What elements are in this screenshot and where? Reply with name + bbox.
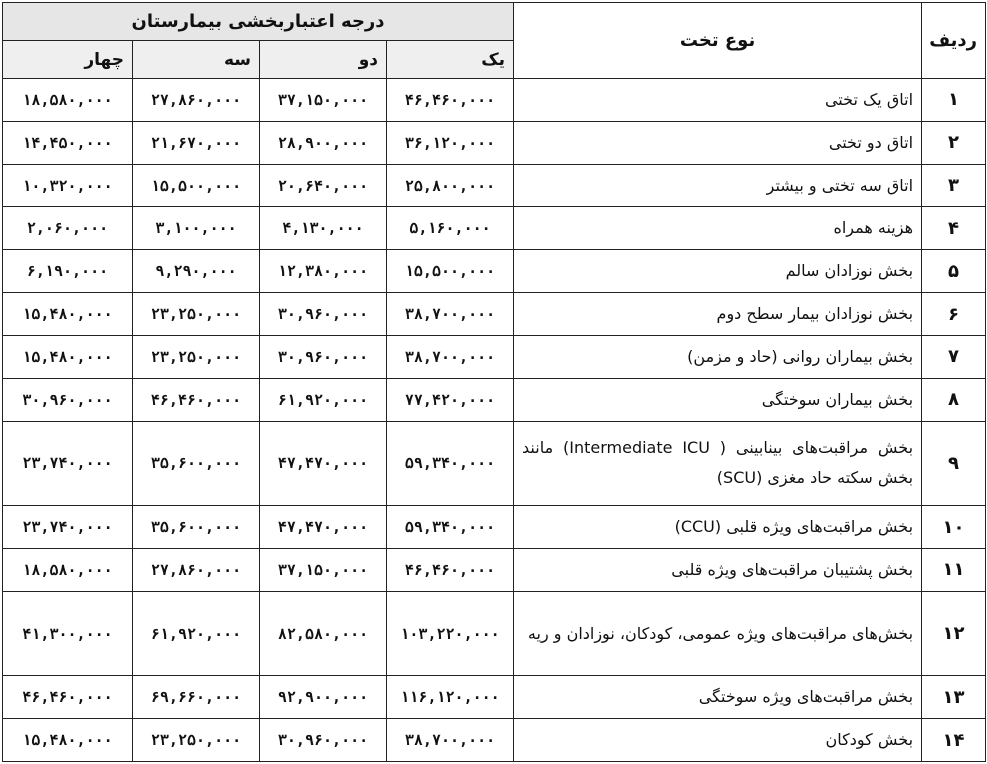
price-grade-1: ۲۵,۸۰۰,۰۰۰ xyxy=(387,164,514,207)
row-number: ۱ xyxy=(922,79,986,122)
price-grade-4: ۲,۰۶۰,۰۰۰ xyxy=(3,207,133,250)
table-row xyxy=(3,335,986,378)
table-body xyxy=(3,79,986,762)
price-grade-2: ۳۰,۹۶۰,۰۰۰ xyxy=(260,719,387,762)
price-grade-2: ۲۰,۶۴۰,۰۰۰ xyxy=(260,164,387,207)
price-grade-1: ۳۸,۷۰۰,۰۰۰ xyxy=(387,719,514,762)
row-number: ۵ xyxy=(922,250,986,293)
table-row xyxy=(3,378,986,421)
price-grade-1: ۱۵,۵۰۰,۰۰۰ xyxy=(387,250,514,293)
price-grade-1: ۵۹,۳۴۰,۰۰۰ xyxy=(387,421,514,506)
price-grade-3: ۲۳,۲۵۰,۰۰۰ xyxy=(133,335,260,378)
price-grade-1: ۳۸,۷۰۰,۰۰۰ xyxy=(387,335,514,378)
row-number: ۱۰ xyxy=(922,506,986,549)
price-grade-4: ۱۰,۳۲۰,۰۰۰ xyxy=(3,164,133,207)
row-number: ۳ xyxy=(922,164,986,207)
price-grade-3: ۶۹,۶۶۰,۰۰۰ xyxy=(133,676,260,719)
bed-type-cell: اتاق یک تختی xyxy=(514,79,922,122)
price-grade-4: ۶,۱۹۰,۰۰۰ xyxy=(3,250,133,293)
row-number: ۱۴ xyxy=(922,719,986,762)
price-grade-4: ۲۳,۷۴۰,۰۰۰ xyxy=(3,506,133,549)
row-number: ۱۲ xyxy=(922,591,986,676)
table-row xyxy=(3,121,986,164)
price-grade-1: ۱۰۳,۲۲۰,۰۰۰ xyxy=(387,591,514,676)
price-grade-4: ۴۱,۳۰۰,۰۰۰ xyxy=(3,591,133,676)
price-grade-3: ۲۱,۶۷۰,۰۰۰ xyxy=(133,121,260,164)
price-grade-1: ۳۶,۱۲۰,۰۰۰ xyxy=(387,121,514,164)
table-row xyxy=(3,79,986,122)
price-grade-3: ۲۷,۸۶۰,۰۰۰ xyxy=(133,79,260,122)
bed-type-cell: اتاق دو تختی xyxy=(514,121,922,164)
bed-type-cell: بخش پشتیبان مراقبت‌های ویژه قلبی xyxy=(514,548,922,591)
table-row xyxy=(3,250,986,293)
price-grade-2: ۳۰,۹۶۰,۰۰۰ xyxy=(260,293,387,336)
table-row xyxy=(3,293,986,336)
row-number-header: ردیف xyxy=(922,3,986,79)
price-grade-2: ۳۷,۱۵۰,۰۰۰ xyxy=(260,79,387,122)
table-row xyxy=(3,591,986,676)
table-row xyxy=(3,548,986,591)
price-grade-1: ۵,۱۶۰,۰۰۰ xyxy=(387,207,514,250)
table-row xyxy=(3,207,986,250)
table-row xyxy=(3,164,986,207)
price-grade-3: ۳۵,۶۰۰,۰۰۰ xyxy=(133,506,260,549)
bed-type-cell: بخش مراقبت‌های ویژه سوختگی xyxy=(514,676,922,719)
row-number: ۱۳ xyxy=(922,676,986,719)
row-number: ۴ xyxy=(922,207,986,250)
price-grade-1: ۷۷,۴۲۰,۰۰۰ xyxy=(387,378,514,421)
price-grade-3: ۴۶,۴۶۰,۰۰۰ xyxy=(133,378,260,421)
price-grade-3: ۳,۱۰۰,۰۰۰ xyxy=(133,207,260,250)
price-grade-3: ۳۵,۶۰۰,۰۰۰ xyxy=(133,421,260,506)
price-grade-2: ۳۷,۱۵۰,۰۰۰ xyxy=(260,548,387,591)
table-row xyxy=(3,506,986,549)
price-grade-2: ۳۰,۹۶۰,۰۰۰ xyxy=(260,335,387,378)
row-number: ۶ xyxy=(922,293,986,336)
price-grade-4: ۲۳,۷۴۰,۰۰۰ xyxy=(3,421,133,506)
grade-header-3: سه xyxy=(133,41,260,79)
bed-type-header: نوع تخت xyxy=(514,3,922,79)
price-grade-2: ۶۱,۹۲۰,۰۰۰ xyxy=(260,378,387,421)
bed-tariff-table xyxy=(2,2,986,762)
price-grade-4: ۱۵,۴۸۰,۰۰۰ xyxy=(3,293,133,336)
price-grade-4: ۱۵,۴۸۰,۰۰۰ xyxy=(3,335,133,378)
bed-type-cell: بخش مراقبت‌های بینابینی ( Intermediate ICU) مانند بخش سکته حاد مغزی (SCU) xyxy=(514,421,922,506)
bed-type-cell: بخش بیماران سوختگی xyxy=(514,378,922,421)
grade-header-4: چهار xyxy=(3,41,133,79)
bed-type-cell: بخش بیماران روانی (حاد و مزمن) xyxy=(514,335,922,378)
price-grade-2: ۹۲,۹۰۰,۰۰۰ xyxy=(260,676,387,719)
row-number: ۷ xyxy=(922,335,986,378)
price-grade-2: ۸۲,۵۸۰,۰۰۰ xyxy=(260,591,387,676)
price-grade-2: ۴,۱۳۰,۰۰۰ xyxy=(260,207,387,250)
row-number: ۹ xyxy=(922,421,986,506)
table-row xyxy=(3,421,986,506)
price-grade-2: ۴۷,۴۷۰,۰۰۰ xyxy=(260,421,387,506)
price-grade-1: ۵۹,۳۴۰,۰۰۰ xyxy=(387,506,514,549)
row-number: ۲ xyxy=(922,121,986,164)
bed-type-cell: بخش‌های مراقبت‌های ویژه عمومی، کودکان، نوزادان و ریه xyxy=(514,591,922,676)
price-grade-3: ۹,۲۹۰,۰۰۰ xyxy=(133,250,260,293)
price-grade-3: ۶۱,۹۲۰,۰۰۰ xyxy=(133,591,260,676)
bed-type-cell: هزینه همراه xyxy=(514,207,922,250)
bed-type-cell: بخش نوزادان بیمار سطح دوم xyxy=(514,293,922,336)
price-grade-4: ۱۴,۴۵۰,۰۰۰ xyxy=(3,121,133,164)
price-grade-3: ۲۳,۲۵۰,۰۰۰ xyxy=(133,293,260,336)
price-grade-4: ۱۵,۴۸۰,۰۰۰ xyxy=(3,719,133,762)
price-grade-2: ۴۷,۴۷۰,۰۰۰ xyxy=(260,506,387,549)
price-grade-1: ۴۶,۴۶۰,۰۰۰ xyxy=(387,548,514,591)
row-number: ۱۱ xyxy=(922,548,986,591)
price-grade-3: ۲۷,۸۶۰,۰۰۰ xyxy=(133,548,260,591)
bed-type-cell: بخش کودکان xyxy=(514,719,922,762)
price-grade-3: ۱۵,۵۰۰,۰۰۰ xyxy=(133,164,260,207)
bed-type-cell: بخش مراقبت‌های ویژه قلبی (CCU) xyxy=(514,506,922,549)
table-row xyxy=(3,719,986,762)
grade-header-1: یک xyxy=(387,41,514,79)
price-grade-2: ۱۲,۳۸۰,۰۰۰ xyxy=(260,250,387,293)
table-row xyxy=(3,676,986,719)
grade-header-2: دو xyxy=(260,41,387,79)
row-number: ۸ xyxy=(922,378,986,421)
bed-type-cell: اتاق سه تختی و بیشتر xyxy=(514,164,922,207)
accreditation-header: درجه اعتباربخشی بیمارستان xyxy=(3,3,514,41)
price-grade-3: ۲۳,۲۵۰,۰۰۰ xyxy=(133,719,260,762)
price-grade-2: ۲۸,۹۰۰,۰۰۰ xyxy=(260,121,387,164)
price-grade-4: ۴۶,۴۶۰,۰۰۰ xyxy=(3,676,133,719)
price-grade-4: ۳۰,۹۶۰,۰۰۰ xyxy=(3,378,133,421)
price-grade-1: ۳۸,۷۰۰,۰۰۰ xyxy=(387,293,514,336)
price-grade-4: ۱۸,۵۸۰,۰۰۰ xyxy=(3,548,133,591)
price-grade-4: ۱۸,۵۸۰,۰۰۰ xyxy=(3,79,133,122)
price-grade-1: ۱۱۶,۱۲۰,۰۰۰ xyxy=(387,676,514,719)
bed-type-cell: بخش نوزادان سالم xyxy=(514,250,922,293)
price-grade-1: ۴۶,۴۶۰,۰۰۰ xyxy=(387,79,514,122)
